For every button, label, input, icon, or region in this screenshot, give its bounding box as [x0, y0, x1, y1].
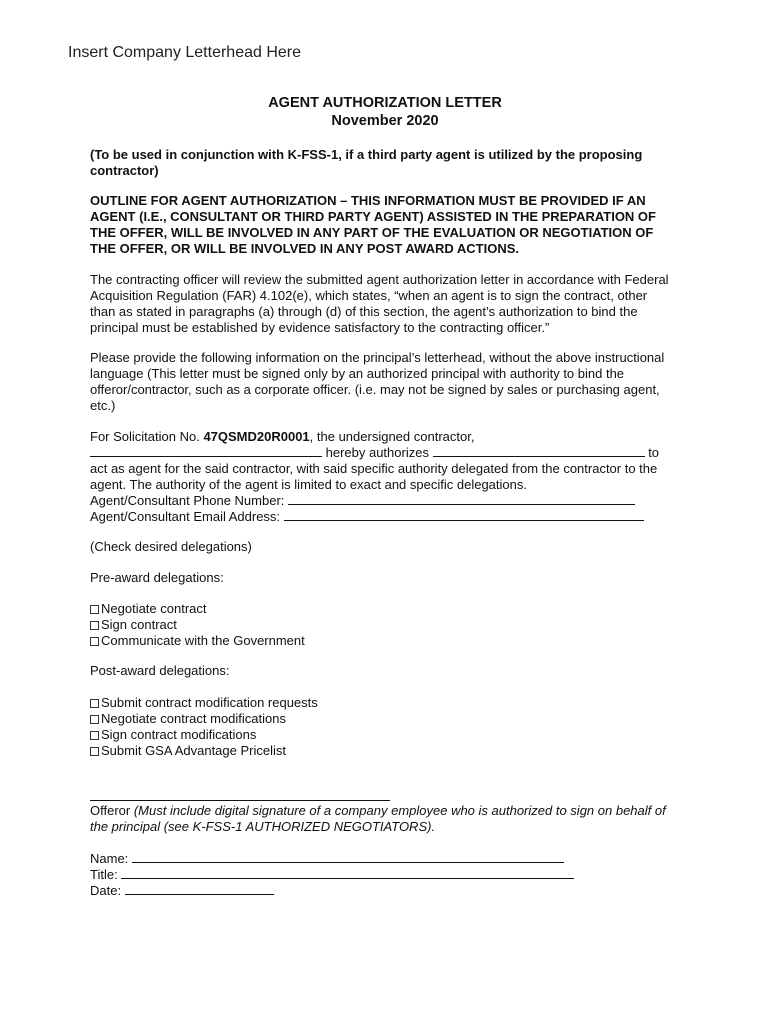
far-line: Acquisition Regulation (FAR) 4.102(e), which states, “when an agent is to sign the contract, other — [90, 288, 648, 303]
date-label: Date: — [90, 883, 125, 898]
checkbox-icon[interactable] — [90, 621, 99, 630]
instruction-line: offeror/contractor, such as a corporate officer. (i.e. may not be signed by sales or purchasing agent, — [90, 382, 660, 397]
signer-fields — [90, 851, 680, 899]
date-row — [90, 883, 680, 899]
contractor-name-blank[interactable] — [90, 445, 322, 457]
checkbox-icon[interactable] — [90, 747, 99, 756]
outline-line: OUTLINE FOR AGENT AUTHORIZATION – THIS INFORMATION MUST BE PROVIDED IF AN — [90, 193, 646, 208]
phone-label: Agent/Consultant Phone Number: — [90, 493, 289, 508]
title-row — [90, 867, 680, 883]
document-title: AGENT AUTHORIZATION LETTER — [268, 95, 502, 111]
outline-line: AGENT (I.E., CONSULTANT OR THIRD PARTY AGENT) ASSISTED IN THE PREPARATION OF — [90, 209, 656, 224]
outline-paragraph — [90, 193, 680, 257]
checkbox-icon[interactable] — [90, 699, 99, 708]
instruction-line: etc.) — [90, 398, 116, 413]
check-note: (Check desired delegations) — [90, 539, 252, 554]
post-award-item[interactable] — [90, 711, 680, 727]
solicitation-paragraph — [90, 429, 680, 525]
name-blank[interactable] — [132, 851, 564, 863]
authorizes-text: hereby authorizes — [322, 445, 433, 460]
checkbox-icon[interactable] — [90, 731, 99, 740]
outline-line: THE OFFER, WILL BE INVOLVED IN ANY PART OF THE EVALUATION OR NEGOTIATION OF — [90, 225, 654, 240]
letterhead-placeholder: Insert Company Letterhead Here — [68, 44, 302, 61]
item-label: Negotiate contract modifications — [101, 711, 286, 726]
post-award-list — [90, 695, 680, 759]
document-date: November 2020 — [331, 113, 439, 129]
far-line: than as stated in paragraphs (a) through (d) of this section, the agent’s authorization to bind the — [90, 304, 638, 319]
solicitation-line-4: agent. The authority of the agent is limited to exact and specific delegations. — [90, 477, 527, 492]
signature-line[interactable] — [90, 800, 390, 801]
offeror-note: (Must include digital signature of a company employee who is authorized to sign on behalf of — [133, 803, 666, 818]
item-label: Sign contract — [101, 617, 177, 632]
solicitation-line-2 — [90, 445, 680, 461]
checkbox-icon[interactable] — [90, 637, 99, 646]
solicitation-number: 47QSMD20R0001 — [203, 429, 310, 444]
post-award-item[interactable] — [90, 695, 680, 711]
post-award-heading: Post-award delegations: — [90, 663, 230, 678]
far-line: The contracting officer will review the submitted agent authorization letter in accordance with Federal — [90, 272, 669, 287]
solicitation-prefix: For Solicitation No. — [90, 429, 204, 444]
post-award-item[interactable] — [90, 727, 680, 743]
post-award-item[interactable] — [90, 743, 680, 759]
item-label: Submit contract modification requests — [101, 695, 318, 710]
item-label: Submit GSA Advantage Pricelist — [101, 743, 286, 758]
offeror-label: Offeror — [90, 803, 134, 818]
name-row — [90, 851, 680, 867]
title-label: Title: — [90, 867, 122, 882]
offeror-line-1 — [90, 803, 690, 819]
to-text: to — [644, 445, 660, 460]
name-label: Name: — [90, 851, 132, 866]
phone-blank[interactable] — [288, 493, 635, 505]
solicitation-suffix: , the undersigned contractor, — [309, 429, 475, 444]
outline-line: THE OFFER, OR WILL BE INVOLVED IN ANY POST AWARD ACTIONS. — [90, 241, 520, 256]
offeror-line-2: the principal (see K-FSS-1 AUTHORIZED NEGOTIATORS). — [90, 819, 436, 834]
agent-name-blank[interactable] — [433, 445, 645, 457]
email-blank[interactable] — [284, 509, 644, 521]
pre-award-item[interactable] — [90, 617, 680, 633]
checkbox-icon[interactable] — [90, 715, 99, 724]
offeror-block — [90, 803, 690, 835]
date-blank[interactable] — [125, 883, 274, 895]
solicitation-line-1 — [90, 429, 680, 445]
far-line: principal must be established by evidence satisfactory to the contracting officer.” — [90, 320, 550, 335]
pre-award-item[interactable] — [90, 633, 680, 649]
email-row — [90, 509, 680, 525]
instruction-paragraph — [90, 350, 680, 414]
instruction-line: language (This letter must be signed only by an authorized principal with authority to bind the — [90, 366, 625, 381]
pre-award-list — [90, 601, 680, 649]
item-label: Communicate with the Government — [101, 633, 305, 648]
instruction-line: Please provide the following information on the principal’s letterhead, without the above instructional — [90, 350, 665, 365]
pre-award-item[interactable] — [90, 601, 680, 617]
phone-row — [90, 493, 680, 509]
far-paragraph — [90, 272, 680, 336]
item-label: Negotiate contract — [101, 601, 207, 616]
usage-note: (To be used in conjunction with K-FSS-1, if a third party agent is utilized by the proposing contractor) — [90, 147, 643, 178]
pre-award-heading: Pre-award delegations: — [90, 570, 224, 585]
checkbox-icon[interactable] — [90, 605, 99, 614]
title-blank[interactable] — [121, 867, 574, 879]
email-label: Agent/Consultant Email Address: — [90, 509, 284, 524]
solicitation-line-3: act as agent for the said contractor, with said specific authority delegated from the contractor to the — [90, 461, 658, 476]
item-label: Sign contract modifications — [101, 727, 257, 742]
